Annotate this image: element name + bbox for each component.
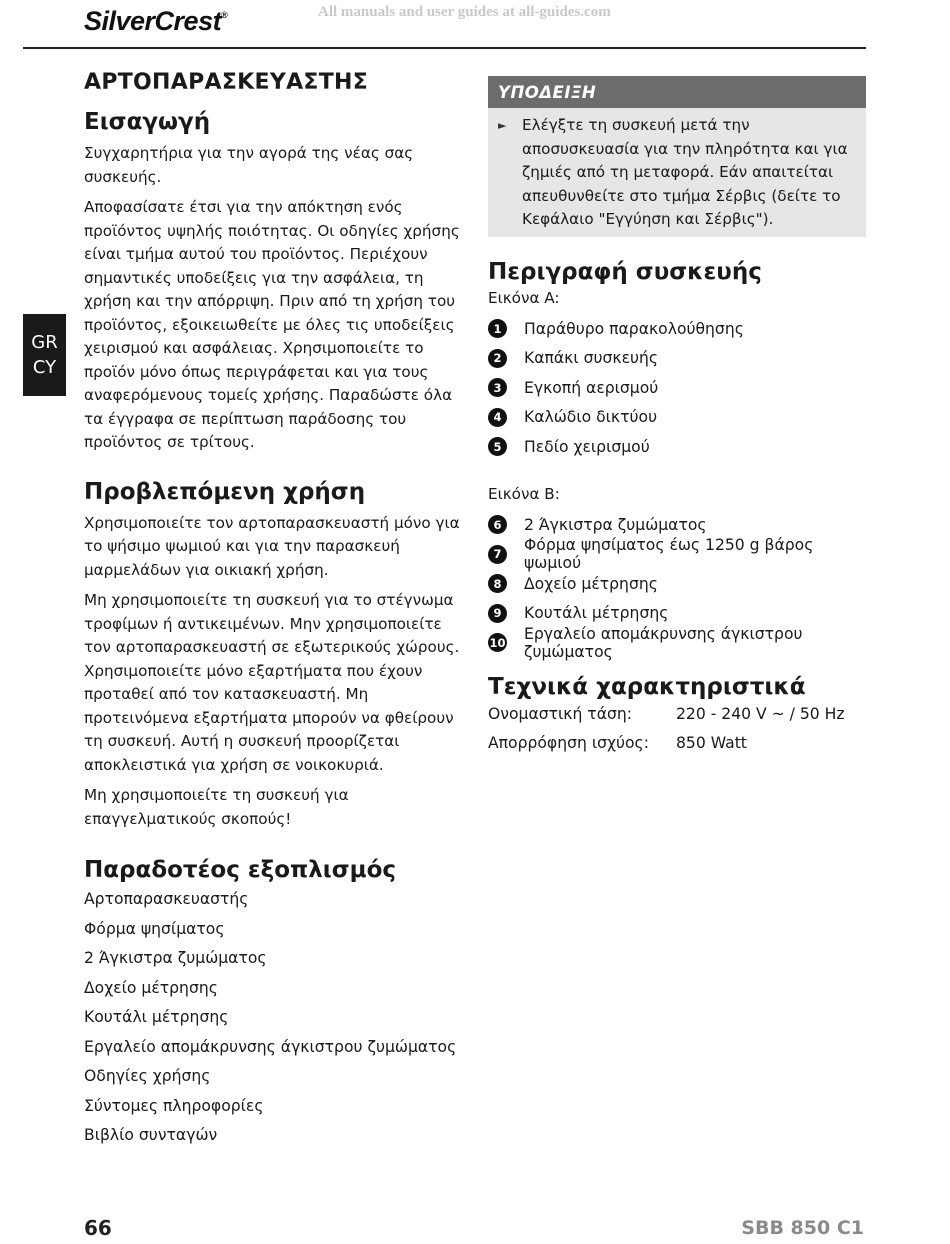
- list-item: Εργαλείο απομάκρυνσης άγκιστρου ζυμώματος: [84, 1037, 457, 1056]
- intended-use-paragraph: Χρησιμοποιείτε τον αρτοπαρασκευαστή μόνο για το ψήσιμο ψωμιού και για την παρασκευή μαρμελάδων για οικιακή χρήση.: [84, 513, 460, 579]
- number-badge: 7: [488, 545, 507, 564]
- spec-value: 220 - 240 V ~ / 50 Hz: [676, 704, 845, 723]
- left-column: [84, 70, 464, 1151]
- part-label: 2 Άγκιστρα ζυμώματος: [524, 515, 707, 534]
- part-label: Εργαλείο απομάκρυνσης άγκιστρου ζυμώματος: [524, 624, 803, 661]
- brand-logo: [84, 6, 227, 37]
- language-tab: [23, 314, 66, 396]
- page-number: 66: [84, 1216, 112, 1240]
- device-description-heading: Περιγραφή συσκευής: [488, 258, 762, 285]
- intended-use-paragraph: Μη χρησιμοποιείτε τη συσκευή για επαγγελματικούς σκοπούς!: [84, 786, 349, 828]
- language-code-gr: GR: [31, 332, 58, 353]
- intended-use-paragraph: Μη χρησιμοποιείτε τη συσκευή για το στέγνωμα τροφίμων ή αντικειμένων. Μην χρησιμοποιείτε τον αρτοπαρασκευαστή σε εξωτερικούς χώρους. Χρησιμοποιείτε μόνο εξαρτήματα που έχουν προταθεί από τον κατασκευαστή. Μη προτεινόμενα εξαρτήματα μπορούν να φθείρουν τη συσκευή. Αυτή η συσκευή προορίζεται αποκλειστικά για χρήση σε νοικοκυριά.: [84, 591, 460, 774]
- list-item: [488, 432, 866, 462]
- part-label: Φόρμα ψησίματος έως 1250 g βάρος ψωμιού: [524, 536, 814, 573]
- figure-a-label: Εικόνα A:: [488, 288, 560, 307]
- list-item: [488, 403, 866, 433]
- header-divider: [23, 47, 866, 49]
- number-badge: 10: [488, 633, 507, 652]
- spec-key: Ονομαστική τάση:: [488, 704, 632, 723]
- list-item: [488, 569, 866, 599]
- technical-data-heading: Τεχνικά χαρακτηριστικά: [488, 673, 806, 700]
- list-item: 2 Άγκιστρα ζυμώματος: [84, 949, 267, 967]
- intro-paragraph: Αποφασίσατε έτσι για την απόκτηση ενός προϊόντος υψηλής ποιότητας. Οι οδηγίες χρήσης είναι τμήμα αυτού του προϊόντος. Περιέχουν σημαντικές υποδείξεις για την ασφάλεια, τη χρήση και την απόρριψη. Πριν από τη χρήση του προϊόντος, εξοικειωθείτε με όλες τις υποδείξεις χειρισμού και ασφάλειας. Χρησιμοποιείτε το προϊόν μόνο όπως περιγράφεται και για τους αναφερόμενους τομείς χρήσης. Παραδώστε όλα τα έγγραφα σε περίπτωση παράδοσης του προϊόντος σε τρίτους.: [84, 198, 460, 451]
- note-body: [488, 108, 866, 237]
- spec-key: Απορρόφηση ισχύος:: [488, 734, 649, 752]
- list-item: Κουτάλι μέτρησης: [84, 1008, 229, 1026]
- language-code-cy: CY: [32, 357, 57, 378]
- figure-b-parts-list: [488, 510, 866, 661]
- number-badge: 1: [488, 319, 507, 338]
- number-badge: 4: [488, 408, 507, 427]
- note-title: ΥΠΟΔΕΙΞΗ: [488, 76, 866, 108]
- right-column: [488, 76, 866, 759]
- intro-paragraph: Συγχαρητήρια για την αγορά της νέας σας συσκευής.: [84, 144, 414, 186]
- part-label: Κουτάλι μέτρησης: [524, 604, 669, 623]
- scope-of-delivery-heading: Παραδοτέος εξοπλισμός: [84, 857, 397, 883]
- list-item: Φόρμα ψησίματος: [84, 919, 225, 938]
- list-item: [488, 536, 866, 573]
- part-label: Δοχείο μέτρησης: [524, 574, 658, 593]
- list-item: Δοχείο μέτρησης: [84, 978, 218, 997]
- part-label: Παράθυρο παρακολούθησης: [524, 319, 744, 338]
- number-badge: 3: [488, 378, 507, 397]
- list-item: [488, 510, 866, 540]
- number-badge: 5: [488, 437, 507, 456]
- list-item: Οδηγίες χρήσης: [84, 1067, 211, 1085]
- page-title: ΑΡΤΟΠΑΡΑΣΚΕΥΑΣΤΗΣ: [84, 70, 369, 95]
- list-item: [488, 624, 866, 661]
- list-item: Βιβλίο συνταγών: [84, 1126, 218, 1144]
- list-item: Αρτοπαρασκευαστής: [84, 890, 249, 908]
- spec-row: [488, 729, 866, 759]
- technical-data-table: [488, 700, 866, 759]
- figure-a-parts-list: [488, 314, 866, 462]
- spec-row: [488, 700, 866, 730]
- brand-logo-text: SilverCrest: [84, 6, 222, 36]
- list-item: [488, 373, 866, 403]
- watermark: All manuals and user guides at all-guides.com: [318, 4, 611, 20]
- part-label: Εγκοπή αερισμού: [524, 378, 659, 397]
- list-item: [488, 314, 866, 344]
- scope-of-delivery-list: [84, 885, 464, 1151]
- triangle-bullet-icon: ►: [498, 119, 507, 132]
- number-badge: 9: [488, 604, 507, 623]
- list-item: Σύντομες πληροφορίες: [84, 1096, 264, 1115]
- number-badge: 2: [488, 349, 507, 368]
- intro-heading: Εισαγωγή: [84, 109, 211, 135]
- number-badge: 8: [488, 574, 507, 593]
- part-label: Καπάκι συσκευής: [524, 349, 659, 368]
- list-item: [488, 344, 866, 374]
- intended-use-heading: Προβλεπόμενη χρήση: [84, 478, 366, 505]
- registered-mark: ®: [221, 10, 228, 20]
- model-number: SBB 850 C1: [741, 1217, 864, 1239]
- spec-value: 850 Watt: [676, 734, 747, 752]
- note-text: Ελέγξτε τη συσκευή μετά την αποσυσκευασία για την πληρότητα και για ζημιές από τη μεταφορά. Εάν απαιτείται απευθυνθείτε στο τμήμα Σέρβις (δείτε το Κεφάλαιο "Εγγύηση και Σέρβις").: [522, 116, 848, 228]
- number-badge: 6: [488, 515, 507, 534]
- figure-b-label: Εικόνα B:: [488, 484, 560, 503]
- part-label: Καλώδιο δικτύου: [524, 408, 658, 427]
- part-label: Πεδίο χειρισμού: [524, 437, 650, 456]
- list-item: [488, 599, 866, 629]
- note-box: [488, 76, 866, 237]
